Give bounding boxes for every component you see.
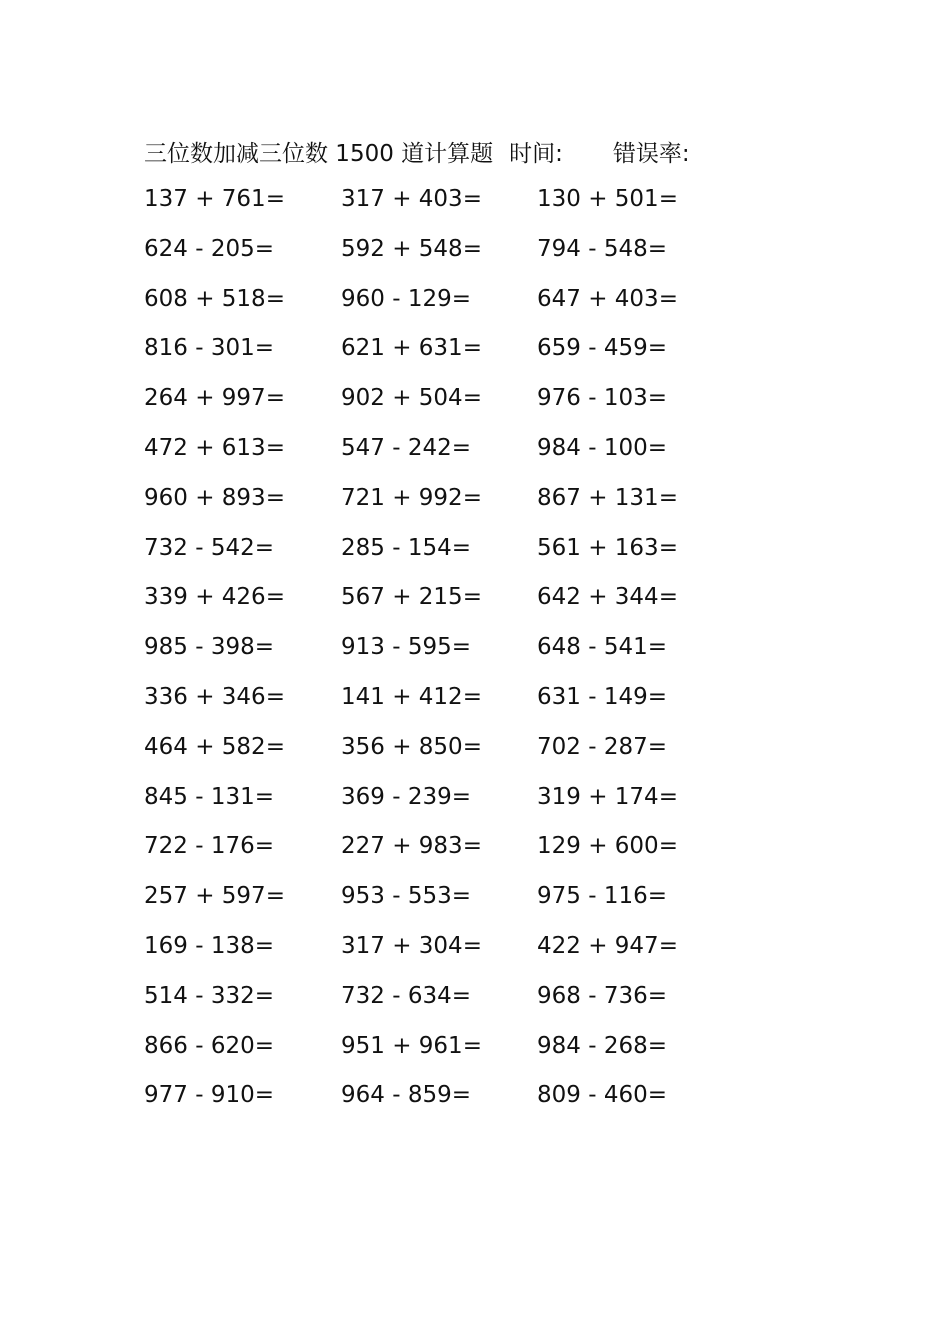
worksheet-title: 三位数加减三位数 1500 道计算题 <box>144 140 494 167</box>
problem-item: 984 - 100= <box>537 434 667 461</box>
problem-item: 608 + 518= <box>144 285 285 312</box>
problem-item: 624 - 205= <box>144 235 274 262</box>
problem-item: 642 + 344= <box>537 584 678 611</box>
problem-row <box>144 282 704 332</box>
time-label: 时间: <box>509 140 563 167</box>
problem-row <box>144 481 704 531</box>
problem-item: 169 - 138= <box>144 932 274 959</box>
problem-item: 953 - 553= <box>341 883 471 910</box>
problem-item: 968 - 736= <box>537 982 667 1009</box>
problem-row <box>144 829 704 879</box>
problem-item: 141 + 412= <box>341 683 482 710</box>
problem-row <box>144 531 704 581</box>
problem-item: 567 + 215= <box>341 584 482 611</box>
problem-item: 129 + 600= <box>537 833 678 860</box>
problem-row <box>144 680 704 730</box>
problem-item: 985 - 398= <box>144 634 274 661</box>
problem-row <box>144 431 704 481</box>
problem-item: 319 + 174= <box>537 783 678 810</box>
problem-item: 472 + 613= <box>144 434 285 461</box>
problem-item: 977 - 910= <box>144 1082 274 1109</box>
problem-item: 464 + 582= <box>144 733 285 760</box>
problem-row <box>144 331 704 381</box>
problem-row <box>144 630 704 680</box>
problem-row <box>144 1078 704 1128</box>
problem-item: 913 - 595= <box>341 634 471 661</box>
problem-item: 514 - 332= <box>144 982 274 1009</box>
problem-row <box>144 780 704 830</box>
problem-item: 976 - 103= <box>537 385 667 412</box>
problem-item: 369 - 239= <box>341 783 471 810</box>
problem-row <box>144 381 704 431</box>
problem-item: 951 + 961= <box>341 1032 482 1059</box>
problem-item: 647 + 403= <box>537 285 678 312</box>
problem-row <box>144 979 704 1029</box>
problem-row <box>144 1029 704 1079</box>
problem-item: 721 + 992= <box>341 484 482 511</box>
problem-item: 732 - 542= <box>144 534 274 561</box>
error-rate-label: 错误率: <box>612 140 690 167</box>
problem-item: 809 - 460= <box>537 1082 667 1109</box>
problem-row <box>144 580 704 630</box>
problem-item: 227 + 983= <box>341 833 482 860</box>
problem-row <box>144 929 704 979</box>
problem-item: 356 + 850= <box>341 733 482 760</box>
worksheet-header <box>144 134 690 168</box>
problem-item: 794 - 548= <box>537 235 667 262</box>
problem-row <box>144 730 704 780</box>
problem-item: 732 - 634= <box>341 982 471 1009</box>
problem-item: 816 - 301= <box>144 335 274 362</box>
problem-item: 336 + 346= <box>144 683 285 710</box>
problem-item: 866 - 620= <box>144 1032 274 1059</box>
problem-row <box>144 232 704 282</box>
problem-item: 130 + 501= <box>537 186 678 212</box>
problem-item: 902 + 504= <box>341 385 482 412</box>
problem-item: 621 + 631= <box>341 335 482 362</box>
problem-item: 561 + 163= <box>537 534 678 561</box>
problem-row <box>144 879 704 929</box>
problem-item: 547 - 242= <box>341 434 471 461</box>
problem-item: 659 - 459= <box>537 335 667 362</box>
problem-item: 264 + 997= <box>144 385 285 412</box>
problem-item: 867 + 131= <box>537 484 678 511</box>
problem-item: 960 + 893= <box>144 484 285 511</box>
problem-row <box>144 182 704 232</box>
problem-item: 317 + 403= <box>341 186 482 212</box>
problem-item: 648 - 541= <box>537 634 667 661</box>
problem-item: 317 + 304= <box>341 932 482 959</box>
problem-item: 975 - 116= <box>537 883 667 910</box>
problem-item: 631 - 149= <box>537 683 667 710</box>
problem-item: 845 - 131= <box>144 783 274 810</box>
problem-item: 137 + 761= <box>144 186 285 212</box>
problem-item: 984 - 268= <box>537 1032 667 1059</box>
problem-item: 592 + 548= <box>341 235 482 262</box>
problem-item: 339 + 426= <box>144 584 285 611</box>
problem-item: 257 + 597= <box>144 883 285 910</box>
problem-item: 722 - 176= <box>144 833 274 860</box>
problem-grid <box>144 182 704 1128</box>
problem-item: 964 - 859= <box>341 1082 471 1109</box>
problem-item: 702 - 287= <box>537 733 667 760</box>
problem-item: 422 + 947= <box>537 932 678 959</box>
problem-item: 285 - 154= <box>341 534 471 561</box>
problem-item: 960 - 129= <box>341 285 471 312</box>
